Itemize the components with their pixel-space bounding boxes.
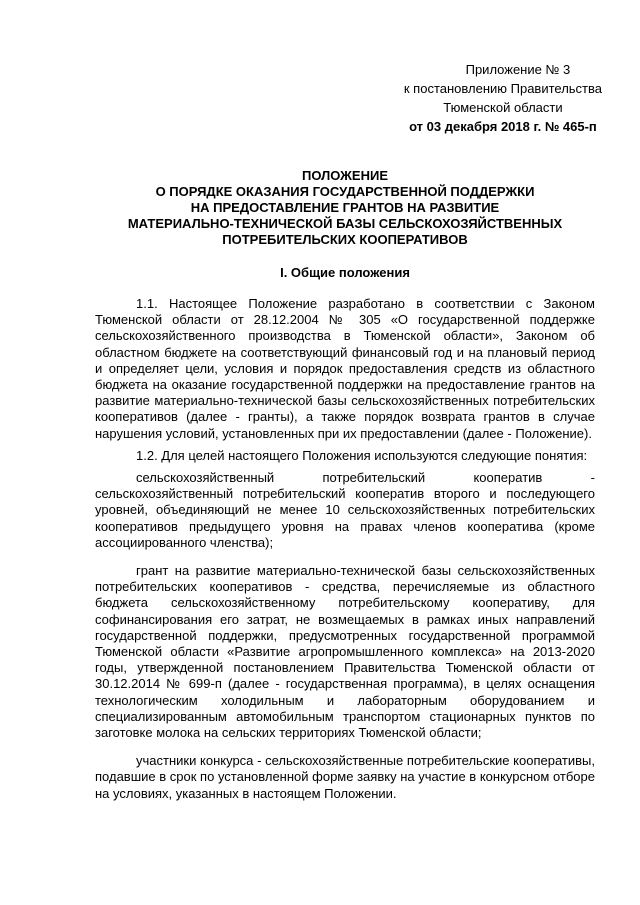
definition-participants: участники конкурса - сельскохозяйственные потребительские кооперативы, подавшие в срок по установленной форме заявку на участие в конкурсном отборе на условиях, указанных в настоящем Положении.: [95, 753, 595, 801]
title-line-3: НА ПРЕДОСТАВЛЕНИЕ ГРАНТОВ НА РАЗВИТИЕ: [190, 200, 500, 215]
appendix-block: [404, 60, 602, 136]
appendix-date: от 03 декабря 2018 г. № 465-п: [409, 119, 597, 134]
document-title: [95, 168, 595, 248]
definition-cooperative: сельскохозяйственный потребительский кооператив - сельскохозяйственный потребительский кооператив второго и последующего уровней, объединяющий не менее 10 сельскохозяйственных потребительских кооперативов предыдущего уровня на правах членов кооператива (кроме ассоциированного членства);: [95, 470, 595, 550]
title-line-2: О ПОРЯДКЕ ОКАЗАНИЯ ГОСУДАРСТВЕННОЙ ПОДДЕРЖКИ: [155, 184, 535, 199]
appendix-number: Приложение № 3: [465, 62, 571, 77]
paragraph-1-1: 1.1. Настоящее Положение разработано в соответствии с Законом Тюменской области от 28.12.2004 № 305 «О государственной поддержке сельскохозяйственного производства в Тюменской области», Законом об областном бюджете на соответствующий финансовый год и на плановый период и определяет цели, условия и порядок предоставления средств из областного бюджета на оказание государственной поддержки на предоставление грантов на развитие материально-технической базы сельскохозяйственных потребительских кооперативов (далее - гранты), а также порядок возврата грантов в случае нарушения условий, установленных при их предоставлении (далее - Положение).: [95, 296, 595, 441]
title-line-1: ПОЛОЖЕНИЕ: [301, 168, 389, 183]
definition-grant: грант на развитие материально-технической базы сельскохозяйственных потребительских кооперативов - средства, перечисляемые из областного бюджета сельскохозяйственному потребительскому кооперативу, для софинансирования его затрат, не возмещаемых в рамках иных направлений государственной поддержки, предусмотренных государственной программой Тюменской области «Развитие агропромышленного комплекса» на 2013-2020 годы, утвержденной постановлением Правительства Тюменской области от 30.12.2014 № 699-п (далее - государственная программа), в целях оснащения технологическим холодильным и лабораторным оборудованием и специализированным автомобильным транспортом стационарных пунктов по заготовке молока на сельских территориях Тюменской области;: [95, 563, 595, 741]
appendix-region: Тюменской области: [443, 100, 563, 115]
appendix-reference: к постановлению Правительства: [403, 81, 602, 96]
title-line-4: МАТЕРИАЛЬНО-ТЕХНИЧЕСКОЙ БАЗЫ СЕЛЬСКОХОЗЯЙСТВЕННЫХ: [127, 216, 563, 231]
paragraph-1-2: 1.2. Для целей настоящего Положения используются следующие понятия:: [136, 447, 588, 463]
document-body: [95, 296, 595, 802]
section-heading: I. Общие положения: [280, 265, 410, 280]
title-line-5: ПОТРЕБИТЕЛЬСКИХ КООПЕРАТИВОВ: [222, 232, 468, 247]
